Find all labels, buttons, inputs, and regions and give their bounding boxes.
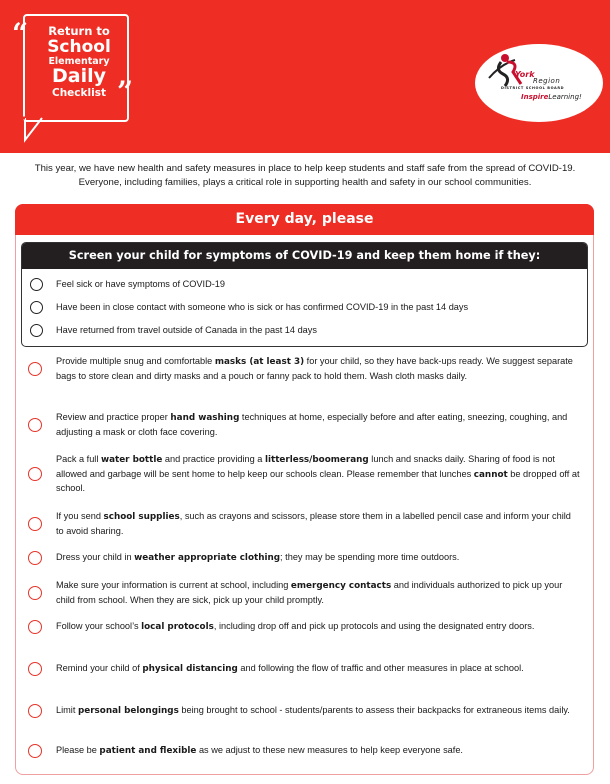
emphasis: physical distancing <box>142 664 238 674</box>
emphasis: cannot <box>473 469 508 480</box>
screening-box <box>21 242 588 347</box>
title-line-3: Elementary <box>48 55 110 67</box>
screening-heading: Screen your child for symptoms of COVID-19 and keep them home if they: <box>22 243 587 269</box>
text-run: lunch and snacks daily. Sharing of food is not allowed and garbage will be sent home to help keep our schools clean. Please remember that lunches <box>56 454 555 479</box>
text-run: Limit <box>56 705 78 715</box>
screening-item-text: Feel sick or have symptoms of COVID-19 <box>56 279 225 289</box>
text-run: techniques at home, especially before and after eating, sneezing, coughing, and adjusting a mask or cloth face covering. <box>56 412 568 437</box>
checkbox-circle-icon[interactable] <box>30 301 43 314</box>
checkbox-circle-icon[interactable] <box>28 362 42 376</box>
checklist-item-text <box>56 453 581 496</box>
logo-tagline-inspire: Inspire <box>521 93 549 101</box>
intro-text: This year, we have new health and safety measures in place to help keep students and staff safe from the spread of COVID-19. Everyone, including families, plays a critical role in supporting health and safety in our school communities. <box>34 163 576 188</box>
screening-item-text: Have returned from travel outside of Canada in the past 14 days <box>56 325 317 335</box>
text-run: , including drop off and pick up protocols and using the designated entry doors. <box>213 621 535 631</box>
yrdsb-logo <box>475 44 603 122</box>
text-run: Provide multiple snug and comfortable <box>56 356 215 366</box>
checklist-item[interactable] <box>28 662 588 677</box>
checkbox-circle-icon[interactable] <box>28 586 42 600</box>
text-run: Please be <box>56 745 100 755</box>
screening-item[interactable] <box>30 276 225 292</box>
emphasis: school supplies <box>103 512 180 522</box>
checklist-item-text <box>56 411 581 439</box>
checkbox-circle-icon[interactable] <box>28 662 42 676</box>
emphasis: masks (at least 3) <box>214 357 305 367</box>
emphasis: water bottle <box>100 455 163 465</box>
checklist-item[interactable] <box>28 411 588 439</box>
text-run: for your child, so they have back-ups ready. We suggest separate bags to store clean and dirty masks and a pouch or fanny pack to hold them. Wash cloth masks daily. <box>56 356 573 381</box>
checklist-item[interactable] <box>28 510 588 538</box>
logo-york: York <box>515 70 535 79</box>
checklist-item-text <box>56 662 581 677</box>
checklist-item[interactable] <box>28 620 588 635</box>
checklist-item[interactable] <box>28 744 588 759</box>
speech-bubble-tail <box>18 112 48 144</box>
text-run: and practice providing a <box>162 454 265 464</box>
emphasis: personal belongings <box>77 706 179 716</box>
checkbox-circle-icon[interactable] <box>28 744 42 758</box>
text-run: be dropped off at school. <box>56 468 580 494</box>
checklist-title <box>34 26 124 99</box>
checklist-item[interactable] <box>28 704 588 719</box>
text-run: and following the flow of traffic and other measures in place at school. <box>237 663 524 673</box>
text-run: Review and practice proper <box>56 412 171 422</box>
text-run: Pack a full <box>56 454 101 464</box>
checkbox-circle-icon[interactable] <box>30 324 43 337</box>
checklist-item-text <box>56 620 581 635</box>
checkbox-circle-icon[interactable] <box>28 704 42 718</box>
checkbox-circle-icon[interactable] <box>28 418 42 432</box>
emphasis: litterless/boomerang <box>264 455 369 465</box>
text-run: Remind your child of <box>56 663 143 673</box>
text-run: Make sure your information is current at school, including <box>56 580 291 590</box>
screening-item[interactable] <box>30 322 317 338</box>
title-line-4: Daily <box>51 65 106 87</box>
checkbox-circle-icon[interactable] <box>28 620 42 634</box>
text-run: Follow your school’s <box>56 621 142 631</box>
header-banner <box>0 0 610 153</box>
checklist-item-text <box>56 510 581 538</box>
checkbox-circle-icon[interactable] <box>28 467 42 481</box>
title-line-5: Checklist <box>52 87 106 99</box>
logo-tagline <box>521 93 582 101</box>
text-run: ; they may be spending more time outdoors. <box>280 552 460 562</box>
panel-heading: Every day, please <box>15 204 594 235</box>
logo-board: DISTRICT SCHOOL BOARD <box>501 86 565 90</box>
emphasis: emergency contacts <box>290 581 392 591</box>
title-line-2: School <box>47 36 111 57</box>
screening-item-text: Have been in close contact with someone who is sick or has confirmed COVID-19 in the past 14 days <box>56 302 469 312</box>
emphasis: hand washing <box>170 413 240 423</box>
checklist-item[interactable] <box>28 579 588 607</box>
text-run: If you send <box>56 511 104 521</box>
close-quote-mark: ” <box>117 75 134 108</box>
checklist-item[interactable] <box>28 355 588 383</box>
checkbox-circle-icon[interactable] <box>28 517 42 531</box>
open-quote-mark: “ <box>12 17 29 50</box>
checklist-item-text <box>56 355 581 383</box>
emphasis: weather appropriate clothing <box>134 553 281 563</box>
checklist-item[interactable] <box>28 551 588 566</box>
text-run: as we adjust to these new measures to help keep everyone safe. <box>196 745 463 755</box>
checklist-item-text <box>56 704 581 719</box>
text-run: being brought to school - students/parents to assess their backpacks for extraneous items daily. <box>178 705 570 715</box>
title-line-1: Return to <box>48 24 110 38</box>
emphasis: local protocols <box>141 622 214 632</box>
text-run: Dress your child in <box>56 552 135 562</box>
logo-tagline-learning: Learning! <box>548 93 582 101</box>
screening-item[interactable] <box>30 299 468 315</box>
checkbox-circle-icon[interactable] <box>30 278 43 291</box>
emphasis: patient and flexible <box>99 746 197 756</box>
checklist-item[interactable] <box>28 453 588 496</box>
text-run: , such as crayons and scissors, please store them in a labelled pencil case and inform your child to avoid sharing. <box>56 511 571 536</box>
checkbox-circle-icon[interactable] <box>28 551 42 565</box>
checklist-item-text <box>56 551 581 566</box>
checklist-item-text <box>56 579 581 607</box>
checklist-item-text <box>56 744 581 759</box>
text-run: and individuals authorized to pick up your child from school. When they are sick, pick up your child promptly. <box>56 580 563 605</box>
logo-region: Region <box>533 77 561 85</box>
